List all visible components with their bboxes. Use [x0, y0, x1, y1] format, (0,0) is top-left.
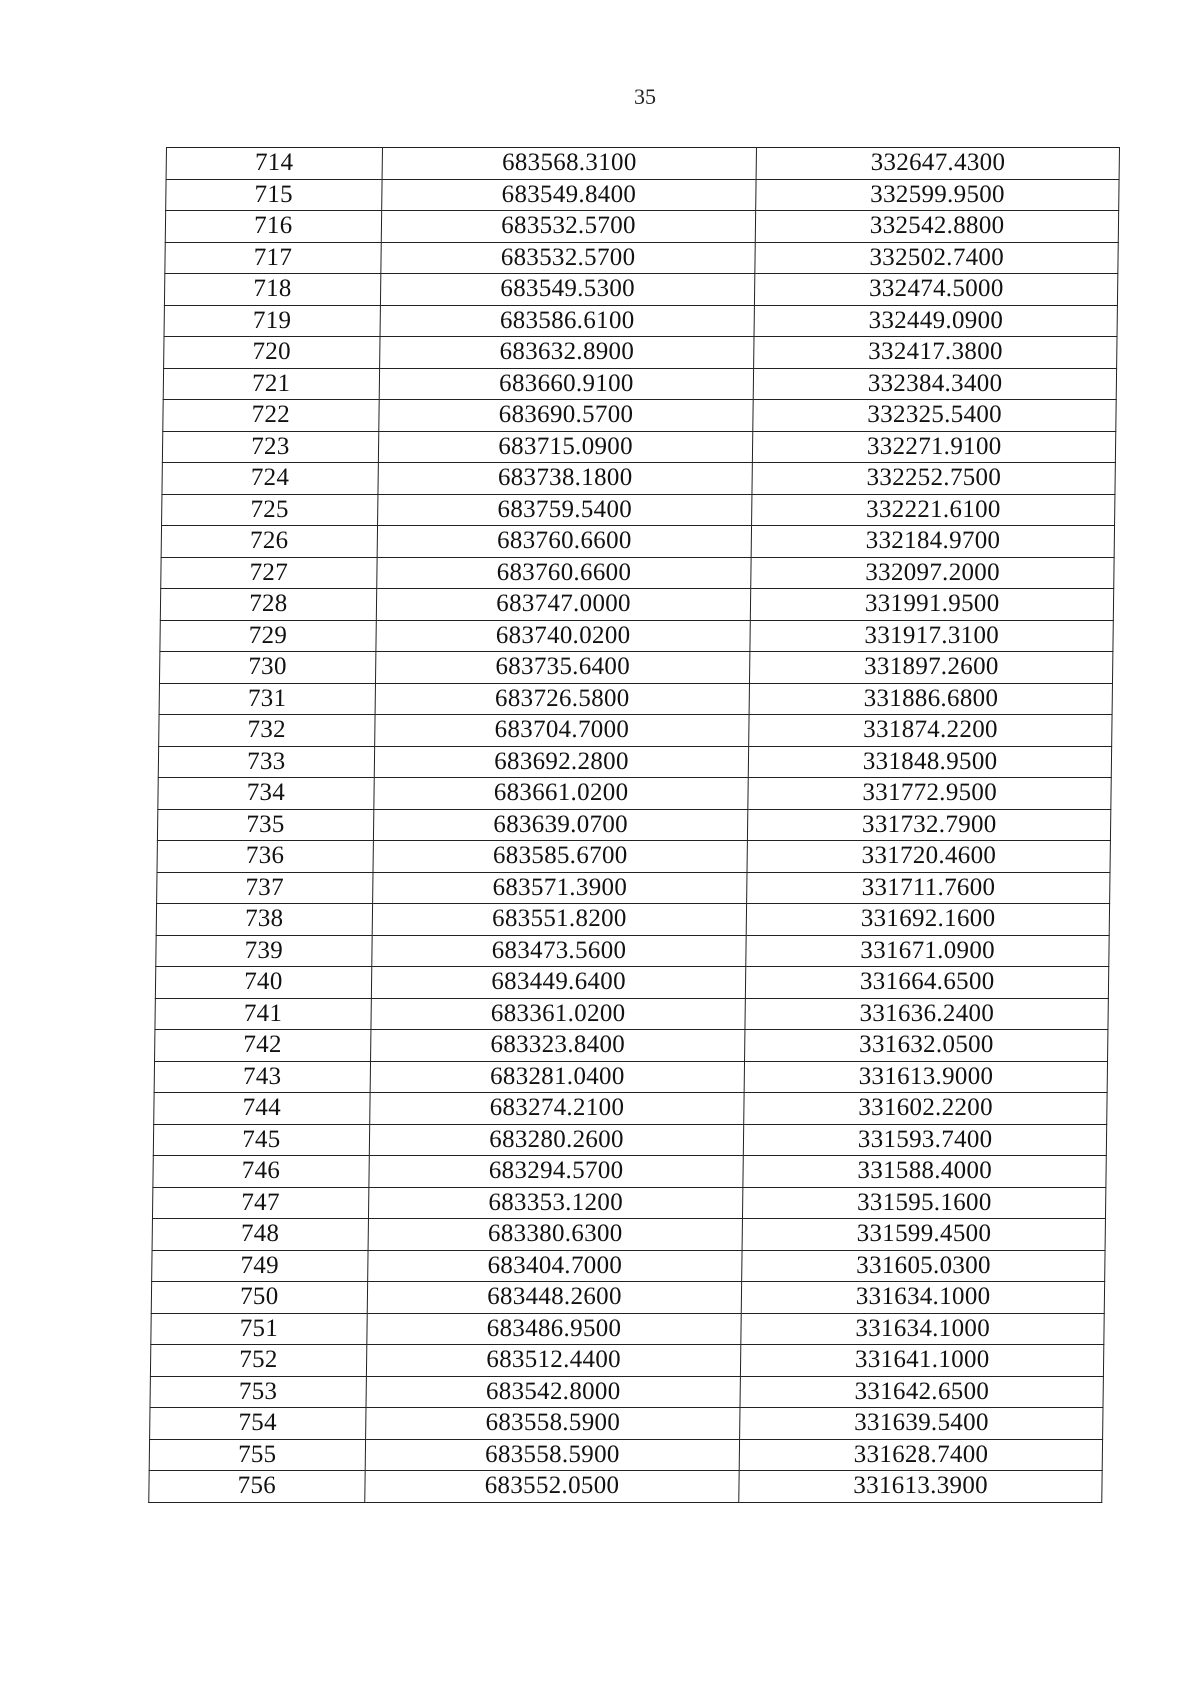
coordinates-table: [148, 147, 1120, 1503]
point-number-cell: 714: [166, 148, 382, 180]
table-row: [154, 1061, 1107, 1093]
coordinate-x-cell: 683280.2600: [369, 1124, 744, 1156]
point-number-cell: 726: [161, 526, 377, 558]
point-number-cell: 748: [152, 1219, 368, 1251]
table-row: [166, 148, 1119, 180]
coordinate-x-cell: 683353.1200: [368, 1187, 743, 1219]
coordinate-x-cell: 683759.5400: [377, 494, 752, 526]
coordinate-x-cell: 683586.6100: [380, 305, 755, 337]
coordinate-x-cell: 683486.9500: [367, 1313, 742, 1345]
coordinate-x-cell: 683294.5700: [369, 1156, 744, 1188]
point-number-cell: 719: [164, 305, 380, 337]
table-row: [155, 967, 1108, 999]
point-number-cell: 735: [157, 809, 373, 841]
coordinate-y-cell: 331692.1600: [747, 904, 1110, 936]
table-row: [153, 1124, 1106, 1156]
coordinate-x-cell: 683747.0000: [376, 589, 751, 621]
table-row: [163, 368, 1116, 400]
coordinate-y-cell: 331772.9500: [748, 778, 1111, 810]
coordinate-y-cell: 331613.3900: [739, 1471, 1102, 1503]
coordinate-x-cell: 683760.6600: [376, 557, 751, 589]
coordinate-x-cell: 683449.6400: [371, 967, 746, 999]
table-row: [157, 872, 1110, 904]
point-number-cell: 754: [150, 1408, 366, 1440]
table-row: [164, 337, 1117, 369]
coordinate-x-cell: 683639.0700: [373, 809, 748, 841]
table-row: [150, 1408, 1103, 1440]
point-number-cell: 736: [157, 841, 373, 873]
coordinate-y-cell: 331634.1000: [741, 1313, 1104, 1345]
point-number-cell: 724: [162, 463, 378, 495]
point-number-cell: 718: [164, 274, 380, 306]
table-row: [165, 211, 1118, 243]
point-number-cell: 742: [155, 1030, 371, 1062]
coordinate-y-cell: 332252.7500: [752, 463, 1115, 495]
coordinate-x-cell: 683448.2600: [367, 1282, 742, 1314]
point-number-cell: 747: [152, 1187, 368, 1219]
coordinate-y-cell: 331636.2400: [745, 998, 1108, 1030]
table-row: [152, 1187, 1105, 1219]
coordinate-y-cell: 332449.0900: [754, 305, 1117, 337]
point-number-cell: 752: [150, 1345, 366, 1377]
coordinate-x-cell: 683585.6700: [373, 841, 748, 873]
coordinate-y-cell: 331588.4000: [743, 1156, 1106, 1188]
table-row: [154, 1093, 1107, 1125]
coordinate-y-cell: 331593.7400: [744, 1124, 1107, 1156]
coordinate-y-cell: 331605.0300: [742, 1250, 1105, 1282]
coordinate-y-cell: 331711.7600: [747, 872, 1110, 904]
point-number-cell: 750: [151, 1282, 367, 1314]
table-row: [159, 715, 1112, 747]
table-row: [162, 494, 1115, 526]
coordinate-x-cell: 683532.5700: [381, 211, 756, 243]
coordinate-x-cell: 683632.8900: [379, 337, 754, 369]
point-number-cell: 737: [157, 872, 373, 904]
coordinate-x-cell: 683551.8200: [372, 904, 747, 936]
point-number-cell: 723: [162, 431, 378, 463]
coordinate-x-cell: 683281.0400: [370, 1061, 745, 1093]
table-row: [162, 463, 1115, 495]
coordinate-x-cell: 683552.0500: [364, 1471, 739, 1503]
coordinate-y-cell: 332325.5400: [753, 400, 1116, 432]
page-number: 35: [634, 84, 656, 109]
point-number-cell: 755: [149, 1439, 365, 1471]
table-row: [149, 1439, 1102, 1471]
point-number-cell: 745: [153, 1124, 369, 1156]
point-number-cell: 730: [159, 652, 375, 684]
coordinate-y-cell: 331897.2600: [750, 652, 1113, 684]
coordinate-x-cell: 683380.6300: [368, 1219, 743, 1251]
coordinate-y-cell: 331613.9000: [744, 1061, 1107, 1093]
coordinate-y-cell: 331671.0900: [746, 935, 1109, 967]
coordinate-x-cell: 683692.2800: [374, 746, 749, 778]
table-row: [161, 526, 1114, 558]
coordinate-x-cell: 683738.1800: [378, 463, 753, 495]
point-number-cell: 716: [165, 211, 381, 243]
coordinate-x-cell: 683549.8400: [381, 179, 756, 211]
table-row: [165, 242, 1118, 274]
point-number-cell: 733: [158, 746, 374, 778]
coordinate-x-cell: 683568.3100: [382, 148, 757, 180]
coordinate-x-cell: 683740.0200: [376, 620, 751, 652]
coordinate-x-cell: 683715.0900: [378, 431, 753, 463]
table-row: [161, 557, 1114, 589]
point-number-cell: 738: [156, 904, 372, 936]
coordinate-y-cell: 331602.2200: [744, 1093, 1107, 1125]
coordinate-y-cell: 331848.9500: [749, 746, 1112, 778]
coordinate-x-cell: 683690.5700: [379, 400, 754, 432]
coordinate-y-cell: 332384.3400: [754, 368, 1117, 400]
coordinate-y-cell: 332221.6100: [752, 494, 1115, 526]
table-row: [157, 809, 1110, 841]
point-number-cell: 727: [161, 557, 377, 589]
coordinate-y-cell: 332271.9100: [753, 431, 1116, 463]
coordinate-y-cell: 331599.4500: [742, 1219, 1105, 1251]
point-number-cell: 721: [163, 368, 379, 400]
coordinate-x-cell: 683558.5900: [365, 1408, 740, 1440]
coordinate-x-cell: 683571.3900: [372, 872, 747, 904]
coordinate-x-cell: 683542.8000: [366, 1376, 741, 1408]
coordinate-x-cell: 683323.8400: [370, 1030, 745, 1062]
coordinate-x-cell: 683512.4400: [366, 1345, 741, 1377]
coordinate-y-cell: 332474.5000: [755, 274, 1118, 306]
coordinate-y-cell: 331628.7400: [740, 1439, 1103, 1471]
coordinate-y-cell: 331632.0500: [745, 1030, 1108, 1062]
coordinate-y-cell: 332184.9700: [751, 526, 1114, 558]
table-row: [160, 589, 1113, 621]
coordinate-y-cell: 331664.6500: [746, 967, 1109, 999]
coordinate-y-cell: 331917.3100: [750, 620, 1113, 652]
point-number-cell: 715: [166, 179, 382, 211]
table-row: [158, 778, 1111, 810]
table-row: [166, 179, 1119, 211]
table-row: [164, 274, 1117, 306]
coordinate-x-cell: 683704.7000: [374, 715, 749, 747]
table-row: [162, 431, 1115, 463]
point-number-cell: 749: [152, 1250, 368, 1282]
point-number-cell: 756: [149, 1471, 365, 1503]
coordinate-y-cell: 331639.5400: [740, 1408, 1103, 1440]
coordinate-y-cell: 331641.1000: [741, 1345, 1104, 1377]
point-number-cell: 746: [153, 1156, 369, 1188]
coordinate-y-cell: 331595.1600: [743, 1187, 1106, 1219]
point-number-cell: 740: [155, 967, 371, 999]
coordinate-x-cell: 683661.0200: [374, 778, 749, 810]
point-number-cell: 739: [156, 935, 372, 967]
coordinate-y-cell: 331886.6800: [749, 683, 1112, 715]
point-number-cell: 753: [150, 1376, 366, 1408]
table-row: [152, 1219, 1105, 1251]
table-row: [156, 904, 1109, 936]
point-number-cell: 717: [165, 242, 381, 274]
table-row: [151, 1282, 1104, 1314]
point-number-cell: 741: [155, 998, 371, 1030]
table-row: [151, 1313, 1104, 1345]
point-number-cell: 751: [151, 1313, 367, 1345]
coordinate-y-cell: 331634.1000: [742, 1282, 1105, 1314]
point-number-cell: 744: [154, 1093, 370, 1125]
point-number-cell: 722: [163, 400, 379, 432]
table-row: [158, 746, 1111, 778]
coordinate-x-cell: 683361.0200: [371, 998, 746, 1030]
table-row: [159, 652, 1112, 684]
coordinate-y-cell: 332502.7400: [755, 242, 1118, 274]
table-row: [159, 683, 1112, 715]
coordinate-x-cell: 683735.6400: [375, 652, 750, 684]
coordinate-x-cell: 683726.5800: [375, 683, 750, 715]
coordinate-x-cell: 683760.6600: [377, 526, 752, 558]
point-number-cell: 734: [158, 778, 374, 810]
table-row: [163, 400, 1116, 432]
point-number-cell: 728: [160, 589, 376, 621]
point-number-cell: 720: [164, 337, 380, 369]
point-number-cell: 725: [162, 494, 378, 526]
table-row: [153, 1156, 1106, 1188]
coordinate-x-cell: 683404.7000: [367, 1250, 742, 1282]
point-number-cell: 731: [159, 683, 375, 715]
point-number-cell: 729: [160, 620, 376, 652]
table-row: [155, 1030, 1108, 1062]
table-row: [157, 841, 1110, 873]
coordinate-y-cell: 331991.9500: [751, 589, 1114, 621]
coordinate-x-cell: 683558.5900: [365, 1439, 740, 1471]
coordinate-y-cell: 332542.8800: [756, 211, 1119, 243]
coordinate-x-cell: 683532.5700: [381, 242, 756, 274]
coordinate-y-cell: 332599.9500: [756, 179, 1119, 211]
table-row: [155, 998, 1108, 1030]
coordinate-x-cell: 683549.5300: [380, 274, 755, 306]
coordinate-y-cell: 332097.2000: [751, 557, 1114, 589]
table-row: [149, 1471, 1102, 1503]
table-row: [150, 1376, 1103, 1408]
point-number-cell: 743: [154, 1061, 370, 1093]
table-row: [152, 1250, 1105, 1282]
coordinate-x-cell: 683660.9100: [379, 368, 754, 400]
coordinate-y-cell: 332647.4300: [756, 148, 1119, 180]
table-row: [156, 935, 1109, 967]
coordinate-y-cell: 332417.3800: [754, 337, 1117, 369]
coordinates-table-body: [149, 148, 1120, 1503]
coordinate-x-cell: 683274.2100: [369, 1093, 744, 1125]
coordinate-x-cell: 683473.5600: [371, 935, 746, 967]
table-row: [160, 620, 1113, 652]
point-number-cell: 732: [159, 715, 375, 747]
table-row: [150, 1345, 1103, 1377]
coordinate-y-cell: 331642.6500: [740, 1376, 1103, 1408]
coordinate-y-cell: 331720.4600: [747, 841, 1110, 873]
coordinate-y-cell: 331732.7900: [748, 809, 1111, 841]
coordinate-y-cell: 331874.2200: [749, 715, 1112, 747]
table-row: [164, 305, 1117, 337]
